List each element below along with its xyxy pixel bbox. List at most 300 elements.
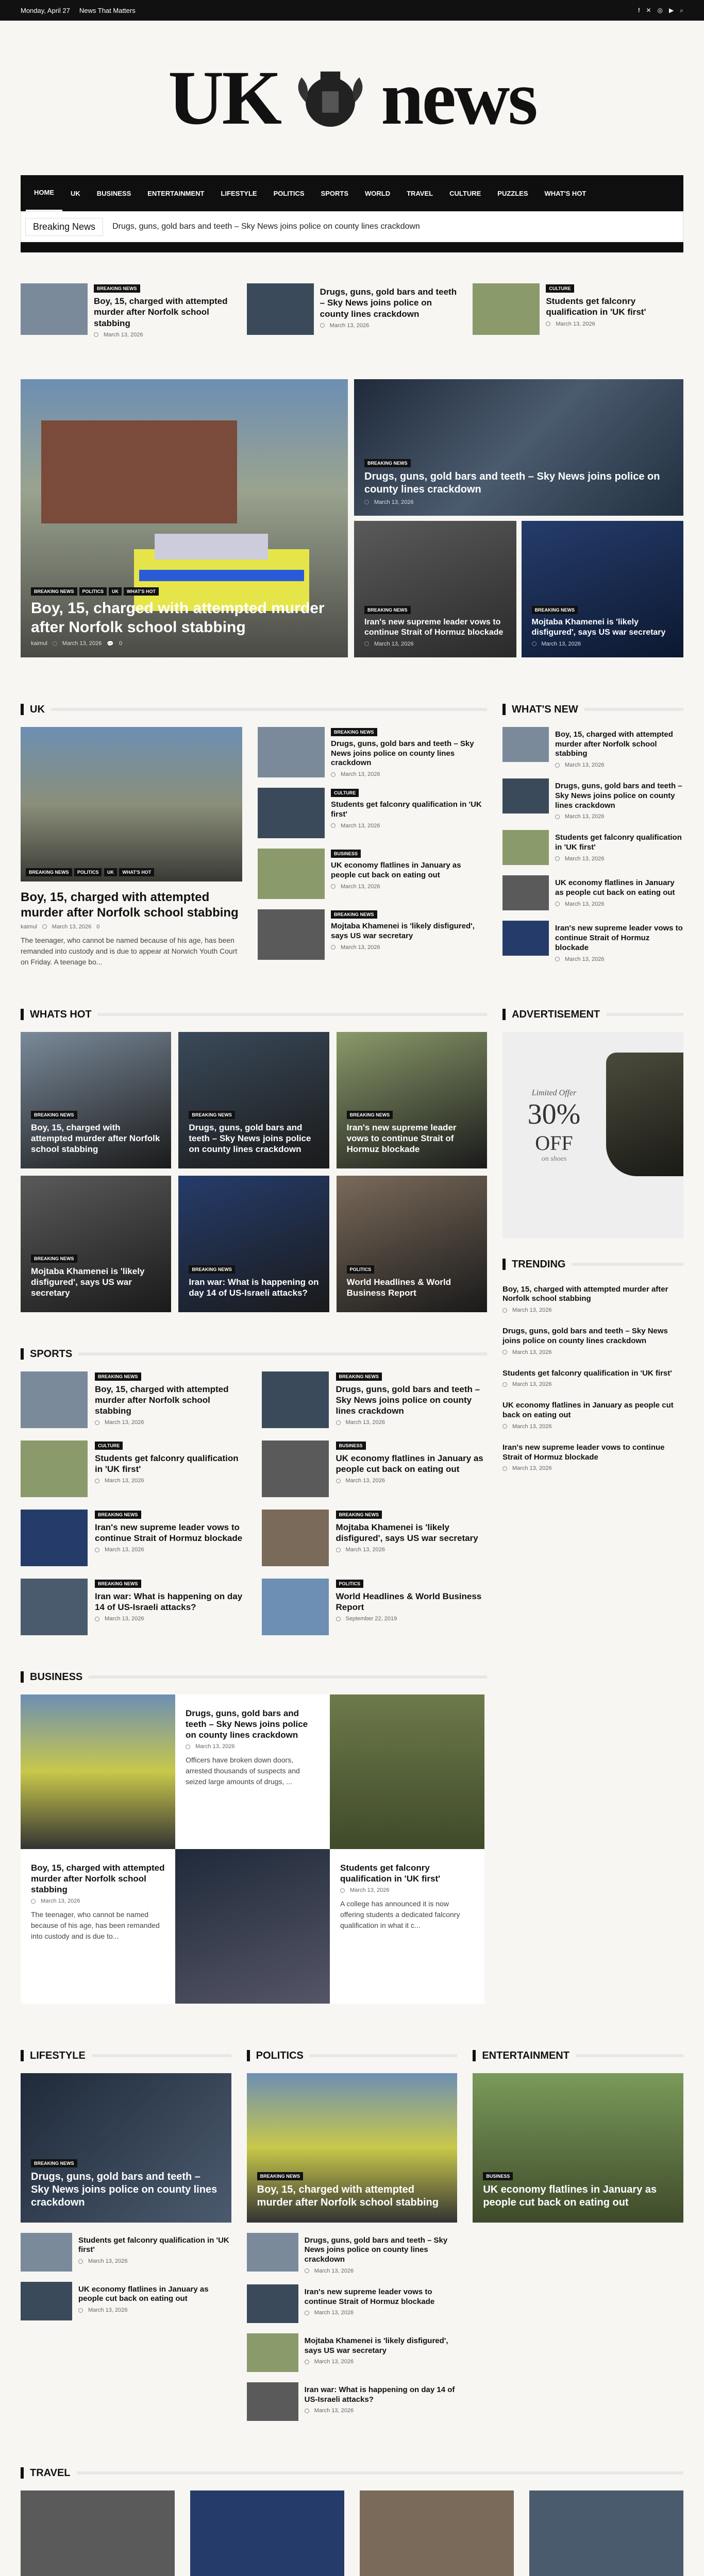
hot-title[interactable]: World Headlines & World Business Report [346, 1277, 451, 1298]
story-title[interactable]: Mojtaba Khamenei is 'likely disfigured', says US war secretary [304, 2336, 448, 2355]
date: March 13, 2026 [512, 1381, 552, 1388]
clock-icon [532, 641, 537, 646]
date: March 13, 2026 [565, 814, 605, 820]
hot-title[interactable]: Iran war: What is happening on day 14 of US-Israeli attacks? [189, 1277, 319, 1298]
date: March 13, 2026 [345, 1547, 385, 1553]
list-item[interactable] [502, 1324, 683, 1355]
story-title[interactable]: Students get falconry qualification in 'UK first' [502, 1368, 672, 1378]
business-image[interactable] [175, 1849, 330, 2004]
ad-offer: Limited Offer [531, 1088, 577, 1097]
story-card[interactable] [473, 283, 683, 338]
date: March 13, 2026 [565, 956, 605, 962]
story-thumbnail[interactable] [247, 283, 314, 335]
whats-new-section [502, 704, 683, 973]
facebook-icon[interactable]: f [638, 6, 640, 14]
uk-lead-title[interactable]: Boy, 15, charged with attempted murder after Norfolk school stabbing [21, 890, 239, 920]
clock-icon [502, 1308, 507, 1313]
hot-card[interactable] [337, 1176, 487, 1312]
badge[interactable]: BREAKING NEWS [31, 587, 77, 596]
date: March 13, 2026 [341, 944, 380, 951]
date: March 13, 2026 [195, 1743, 235, 1750]
badge[interactable]: BREAKING NEWS [94, 284, 140, 293]
story-card[interactable] [247, 283, 458, 338]
badge[interactable]: BREAKING NEWS [257, 2172, 304, 2180]
story-thumbnail[interactable] [502, 921, 549, 956]
nav-item[interactable]: PUZZLES [497, 189, 528, 197]
story-title[interactable]: Iran war: What is happening on day 14 of US-Israeli attacks? [304, 2385, 455, 2404]
hot-title[interactable]: Drugs, guns, gold bars and teeth – Sky News joins police on county lines crackdown [189, 1122, 311, 1155]
hot-card[interactable] [178, 1032, 329, 1168]
hot-card[interactable] [337, 1032, 487, 1168]
story-thumbnail[interactable] [258, 727, 325, 777]
ad-percent: 30% [527, 1098, 581, 1130]
badge[interactable]: WHAT'S HOT [119, 868, 154, 876]
badge[interactable]: BREAKING NEWS [347, 1111, 393, 1119]
badge[interactable]: BREAKING NEWS [364, 459, 411, 467]
clock-icon [546, 321, 550, 326]
badge[interactable]: UK [109, 587, 122, 596]
story-thumbnail[interactable] [258, 909, 325, 960]
date: March 13, 2026 [105, 1547, 144, 1553]
date: March 13, 2026 [314, 2267, 354, 2274]
sports-item[interactable] [21, 1579, 246, 1635]
section-title[interactable]: TRENDING [512, 1258, 566, 1270]
travel-card[interactable] [529, 2490, 683, 2576]
clock-icon [320, 323, 325, 328]
site-logo[interactable] [0, 21, 704, 175]
hero-grid [21, 379, 683, 657]
date: March 13, 2026 [88, 2258, 128, 2264]
business-card[interactable] [175, 1694, 330, 1849]
list-item[interactable] [502, 778, 683, 820]
badge[interactable]: BREAKING NEWS [95, 1511, 141, 1519]
excerpt: Officers have broken down doors, arrested thousands of suspects and seized large amounts of drugs, ... [186, 1756, 300, 1786]
date: March 13, 2026 [104, 331, 143, 338]
section-title[interactable]: TRAVEL [30, 2467, 71, 2479]
badge[interactable]: BREAKING NEWS [31, 2159, 77, 2167]
date: March 13, 2026 [88, 2307, 128, 2313]
ad-off: OFF [535, 1131, 573, 1155]
sports-item[interactable] [262, 1579, 488, 1635]
hot-title[interactable]: Boy, 15, charged with attempted murder after Norfolk school stabbing [31, 1122, 160, 1155]
badge[interactable]: BREAKING NEWS [331, 728, 377, 736]
badge[interactable]: WHAT'S HOT [124, 587, 159, 596]
sports-item[interactable] [262, 1510, 488, 1566]
story-title[interactable]: Students get falconry qualification in 'UK first' [78, 2235, 229, 2255]
story-title[interactable]: Iran's new supreme leader vows to continue Strait of Hormuz blockade [555, 924, 683, 952]
section-title[interactable]: SPORTS [30, 1348, 73, 1360]
hot-card[interactable] [21, 1032, 171, 1168]
story-title[interactable]: Students get falconry qualification in 'UK first' [546, 296, 646, 317]
story-thumbnail[interactable] [473, 283, 540, 335]
business-title[interactable]: Drugs, guns, gold bars and teeth – Sky News joins police on county lines crackdown [186, 1708, 308, 1740]
author-name[interactable]: kaimul [31, 640, 47, 647]
badge[interactable]: POLITICS [347, 1265, 375, 1274]
date: March 13, 2026 [565, 855, 605, 862]
story-title[interactable]: Drugs, guns, gold bars and teeth – Sky News joins police on county lines crackdown [331, 739, 474, 768]
uk-section [21, 704, 487, 973]
story-thumbnail[interactable] [360, 2490, 514, 2576]
date: March 13, 2026 [556, 320, 595, 327]
clock-icon [78, 2308, 83, 2313]
story-title[interactable]: Iran war: What is happening on day 14 of US-Israeli attacks? [95, 1591, 243, 1612]
sports-item[interactable] [262, 1440, 488, 1497]
story-title[interactable]: Iran's new supreme leader vows to continue Strait of Hormuz blockade [95, 1522, 243, 1543]
excerpt: The teenager, who cannot be named because of his age, has been remanded into custody and is due to appear at Norwich Youth Court on Friday. A teenage bo... [21, 936, 238, 966]
story-thumbnail[interactable] [529, 2490, 683, 2576]
date: March 13, 2026 [374, 640, 414, 647]
badge[interactable]: BREAKING NEWS [95, 1372, 141, 1381]
badge[interactable]: BREAKING NEWS [331, 910, 377, 919]
list-item[interactable] [247, 2333, 458, 2372]
date: March 13, 2026 [565, 762, 605, 768]
travel-card[interactable] [190, 2490, 344, 2576]
clock-icon [502, 1350, 507, 1354]
clock-icon [331, 772, 336, 777]
story-title[interactable]: UK economy flatlines in January as people cut back on eating out [502, 1401, 674, 1419]
story-thumbnail[interactable] [502, 830, 549, 865]
hero-s2-title[interactable]: Mojtaba Khamenei is 'likely disfigured', says US war secretary [531, 617, 666, 637]
social-links [638, 7, 683, 14]
date: March 13, 2026 [512, 1423, 552, 1430]
story-title[interactable]: Drugs, guns, gold bars and teeth – Sky News joins police on county lines crackdown [555, 782, 682, 810]
travel-card[interactable] [360, 2490, 514, 2576]
story-thumbnail[interactable] [21, 1440, 88, 1497]
sports-section [21, 1348, 487, 1635]
story-title[interactable]: Boy, 15, charged with attempted murder after Norfolk school stabbing [555, 730, 673, 758]
story-title[interactable]: Drugs, guns, gold bars and teeth – Sky News joins police on county lines crackdown [336, 1384, 480, 1416]
list-item[interactable] [502, 1366, 683, 1388]
date: March 13, 2026 [512, 1465, 552, 1472]
clock-icon [336, 1420, 341, 1425]
clock-icon [95, 1548, 99, 1552]
story-title[interactable]: Iran's new supreme leader vows to continue Strait of Hormuz blockade [502, 1443, 665, 1462]
date: March 13, 2026 [329, 322, 370, 329]
date: September 22, 2019 [345, 1616, 397, 1622]
list-item[interactable] [502, 921, 683, 962]
story-thumbnail[interactable] [262, 1579, 329, 1635]
lifestyle-section [21, 2050, 231, 2431]
comment-count: 0 [119, 640, 123, 647]
story-thumbnail[interactable] [21, 1579, 88, 1635]
story-thumbnail[interactable] [502, 727, 549, 762]
badge[interactable]: BREAKING NEWS [189, 1111, 235, 1119]
list-item[interactable] [247, 2233, 458, 2274]
list-item[interactable] [21, 2282, 231, 2320]
ad-sub: on shoes [541, 1155, 567, 1163]
clock-icon [336, 1479, 341, 1483]
story-title[interactable]: UK economy flatlines in January as people cut back on eating out [78, 2284, 209, 2303]
excerpt: A college has announced it is now offering students a dedicated falconry qualification in what it c... [340, 1900, 460, 1929]
clock-icon [42, 924, 47, 929]
list-item[interactable] [247, 2382, 458, 2421]
list-item[interactable] [247, 2284, 458, 2323]
business-title[interactable]: Boy, 15, charged with attempted murder after Norfolk school stabbing [31, 1862, 165, 1894]
entertainment-section [473, 2050, 683, 2431]
clock-icon [364, 500, 369, 504]
nav-item[interactable]: CULTURE [449, 189, 481, 197]
story-thumbnail[interactable] [258, 849, 325, 899]
list-item[interactable] [502, 875, 683, 910]
hero-wide-title[interactable]: Drugs, guns, gold bars and teeth – Sky News joins police on county lines crackdown [364, 470, 660, 495]
hot-card[interactable] [21, 1176, 171, 1312]
section-title: ADVERTISEMENT [512, 1008, 600, 1020]
badge[interactable]: POLITICS [79, 587, 107, 596]
list-item[interactable] [502, 1282, 683, 1314]
twitter-icon[interactable]: ✕ [646, 6, 651, 14]
nav-item[interactable]: HOME [26, 175, 62, 211]
story-title[interactable]: UK economy flatlines in January as people cut back on eating out [555, 878, 675, 897]
badge[interactable]: CULTURE [331, 789, 359, 797]
badge[interactable]: BREAKING NEWS [189, 1265, 235, 1274]
date: March 13, 2026 [41, 1898, 80, 1905]
nav-item[interactable]: WORLD [365, 189, 391, 197]
clock-icon [555, 856, 560, 861]
shoe-image [606, 1053, 683, 1176]
story-thumbnail[interactable] [21, 1371, 88, 1428]
date: March 13, 2026 [345, 1478, 385, 1484]
story-thumbnail[interactable] [247, 2233, 298, 2272]
business-card[interactable] [21, 1849, 175, 2004]
list-item[interactable] [258, 909, 487, 960]
travel-section [21, 2467, 683, 2576]
story-title[interactable]: UK economy flatlines in January as people cut back on eating out [331, 861, 461, 879]
story-title[interactable]: Boy, 15, charged with attempted murder after Norfolk school stabbing [94, 296, 228, 328]
clock-icon [555, 957, 560, 961]
excerpt: The teenager, who cannot be named because of his age, has been remanded into custody and is due to... [31, 1910, 160, 1941]
clock-icon [331, 945, 336, 950]
badge[interactable]: UK [104, 868, 117, 876]
travel-card[interactable] [21, 2490, 175, 2576]
story-thumbnail[interactable] [247, 2284, 298, 2323]
list-item[interactable] [502, 727, 683, 768]
story-title[interactable]: Iran's new supreme leader vows to continue Strait of Hormuz blockade [304, 2287, 435, 2306]
breaking-label: Breaking News [25, 218, 103, 236]
clock-icon [78, 2259, 83, 2264]
clock-icon [31, 1899, 36, 1904]
story-thumbnail[interactable] [21, 2490, 175, 2576]
clock-icon [502, 1382, 507, 1387]
sports-item[interactable] [262, 1371, 488, 1428]
date: March 13, 2026 [341, 883, 380, 890]
business-card[interactable] [330, 1849, 484, 2004]
politics-section [247, 2050, 458, 2431]
sports-item[interactable] [21, 1510, 246, 1566]
badge[interactable]: POLITICS [74, 868, 102, 876]
uk-lead-card[interactable] [21, 727, 242, 970]
story-thumbnail[interactable] [21, 2282, 72, 2320]
story-title[interactable]: UK economy flatlines in January as people cut back on eating out [336, 1453, 483, 1474]
hero-date: March 13, 2026 [62, 640, 102, 647]
story-card[interactable] [21, 283, 231, 338]
date: March 13, 2026 [314, 2408, 354, 2414]
story-thumbnail[interactable] [247, 2333, 298, 2372]
breaking-text[interactable]: Drugs, guns, gold bars and teeth – Sky News joins police on county lines crackdown [112, 222, 420, 231]
youtube-icon[interactable]: ▶ [669, 6, 674, 14]
section-title[interactable]: POLITICS [256, 2049, 304, 2061]
story-thumbnail[interactable] [21, 283, 88, 335]
badge[interactable]: BREAKING NEWS [31, 1255, 77, 1263]
date-label: Monday, April 27 [21, 6, 70, 14]
hero-small-card[interactable] [354, 521, 516, 657]
top-stories [21, 283, 683, 338]
clock-icon [331, 823, 336, 828]
story-title[interactable]: Boy, 15, charged with attempted murder after Norfolk school stabbing [502, 1284, 668, 1303]
lead-title[interactable]: UK economy flatlines in January as people cut back on eating out [483, 2183, 657, 2208]
search-icon[interactable]: ⌕ [680, 6, 683, 14]
badge[interactable]: BREAKING NEWS [336, 1372, 382, 1381]
author-name[interactable]: kaimul [21, 923, 37, 930]
badge[interactable]: BREAKING NEWS [26, 868, 72, 876]
business-section [21, 1671, 487, 2004]
story-thumbnail[interactable] [190, 2490, 344, 2576]
politics-lead[interactable] [247, 2073, 458, 2223]
section-title[interactable]: BUSINESS [30, 1671, 83, 1683]
nav-item[interactable]: BUSINESS [96, 189, 131, 197]
date: March 13, 2026 [52, 923, 92, 930]
section-title[interactable]: LIFESTYLE [30, 2049, 86, 2061]
advertisement-section [502, 1009, 683, 1238]
list-item[interactable] [502, 1398, 683, 1430]
story-title[interactable]: Students get falconry qualification in 'UK first' [555, 833, 682, 852]
clock-icon [336, 1617, 341, 1621]
clock-icon [95, 1617, 99, 1621]
story-title[interactable]: World Headlines & World Business Report [336, 1591, 482, 1612]
hot-title[interactable]: Iran's new supreme leader vows to continue Strait of Hormuz blockade [346, 1122, 457, 1155]
badge[interactable]: BREAKING NEWS [532, 606, 578, 614]
comment-icon: 💬 [107, 640, 114, 647]
entertainment-lead[interactable] [473, 2073, 683, 2223]
list-item[interactable] [502, 1440, 683, 1472]
comment-count: 0 [96, 923, 100, 930]
hot-title[interactable]: Mojtaba Khamenei is 'likely disfigured', says US war secretary [31, 1266, 145, 1298]
story-thumbnail[interactable] [21, 1510, 88, 1566]
date: March 13, 2026 [374, 499, 414, 505]
crest-icon [289, 57, 372, 139]
sports-item[interactable] [21, 1440, 246, 1497]
clock-icon [502, 1424, 507, 1429]
logo-left: UK [168, 55, 280, 141]
list-item[interactable] [258, 788, 487, 838]
lead-title[interactable]: Drugs, guns, gold bars and teeth – Sky News joins police on county lines crackdown [31, 2171, 217, 2208]
story-title[interactable]: Drugs, guns, gold bars and teeth – Sky News joins police on county lines crackdown [502, 1327, 668, 1345]
business-image[interactable] [330, 1694, 484, 1849]
story-thumbnail[interactable] [262, 1440, 329, 1497]
clock-icon [95, 1479, 99, 1483]
nav-item[interactable]: SPORTS [321, 189, 348, 197]
clock-icon [336, 1548, 341, 1552]
section-title[interactable]: ENTERTAINMENT [482, 2049, 569, 2061]
hot-card[interactable] [178, 1176, 329, 1312]
story-title[interactable]: Students get falconry qualification in 'UK first' [95, 1453, 239, 1474]
date: March 13, 2026 [512, 1349, 552, 1355]
story-thumbnail[interactable] [262, 1371, 329, 1428]
story-thumbnail[interactable] [258, 788, 325, 838]
main-nav [21, 175, 683, 211]
date: March 13, 2026 [105, 1419, 144, 1426]
nav-item[interactable]: UK [71, 189, 80, 197]
ad-banner[interactable] [502, 1032, 683, 1238]
lead-title[interactable]: Boy, 15, charged with attempted murder after Norfolk school stabbing [257, 2183, 439, 2208]
list-item[interactable] [502, 830, 683, 865]
breaking-ticker [21, 211, 683, 242]
date: March 13, 2026 [512, 1307, 552, 1313]
hero-small-card[interactable] [522, 521, 684, 657]
hero-s1-title[interactable]: Iran's new supreme leader vows to continue Strait of Hormuz blockade [364, 617, 504, 637]
clock-icon [95, 1420, 99, 1425]
badge[interactable]: POLITICS [336, 1580, 364, 1588]
story-title[interactable]: Mojtaba Khamenei is 'likely disfigured', says US war secretary [336, 1522, 478, 1543]
hero-wide-card[interactable] [354, 379, 683, 516]
badge[interactable]: BREAKING NEWS [95, 1580, 141, 1588]
clock-icon [364, 641, 369, 646]
business-image[interactable] [21, 1694, 175, 1849]
story-title[interactable]: Drugs, guns, gold bars and teeth – Sky News joins police on county lines crackdown [320, 287, 457, 319]
tagline-link[interactable]: News That Matters [79, 6, 136, 14]
story-thumbnail[interactable] [21, 2233, 72, 2272]
story-thumbnail[interactable] [262, 1510, 329, 1566]
badge[interactable]: BUSINESS [331, 850, 361, 858]
nav-item[interactable]: POLITICS [273, 189, 305, 197]
date: March 13, 2026 [565, 901, 605, 907]
date: March 13, 2026 [314, 2359, 354, 2365]
top-bar [0, 0, 704, 21]
section-title[interactable]: WHATS HOT [30, 1008, 92, 1020]
list-item[interactable] [21, 2233, 231, 2272]
logo-right: news [381, 55, 536, 141]
clock-icon [502, 1466, 507, 1471]
section-title[interactable]: UK [30, 703, 45, 715]
clock-icon [305, 2268, 309, 2273]
nav-item[interactable]: WHAT'S HOT [544, 189, 586, 197]
lifestyle-lead[interactable] [21, 2073, 231, 2223]
badge[interactable]: BUSINESS [483, 2172, 513, 2180]
list-item[interactable] [258, 727, 487, 777]
badge[interactable]: BREAKING NEWS [31, 1111, 77, 1119]
clock-icon [305, 2311, 309, 2315]
badge[interactable]: CULTURE [546, 284, 574, 293]
business-title[interactable]: Students get falconry qualification in 'UK first' [340, 1862, 441, 1884]
clock-icon [555, 902, 560, 906]
hero-main-card[interactable] [21, 379, 348, 657]
story-thumbnail[interactable] [502, 778, 549, 814]
story-title[interactable]: Students get falconry qualification in 'UK first' [331, 800, 482, 819]
instagram-icon[interactable]: ◎ [657, 6, 663, 14]
badge[interactable]: BREAKING NEWS [336, 1511, 382, 1519]
story-thumbnail[interactable] [247, 2382, 298, 2421]
story-title[interactable]: Boy, 15, charged with attempted murder after Norfolk school stabbing [95, 1384, 229, 1416]
story-title[interactable]: Mojtaba Khamenei is 'likely disfigured', says US war secretary [331, 922, 475, 940]
nav-item[interactable]: LIFESTYLE [221, 189, 257, 197]
badge[interactable]: BREAKING NEWS [364, 606, 411, 614]
section-title[interactable]: WHAT'S NEW [512, 703, 578, 715]
clock-icon [555, 815, 560, 819]
clock-icon [305, 2409, 309, 2413]
list-item[interactable] [258, 849, 487, 899]
story-thumbnail[interactable] [502, 875, 549, 910]
clock-icon [186, 1744, 190, 1749]
nav-item[interactable]: ENTERTAINMENT [147, 189, 205, 197]
hero-title[interactable]: Boy, 15, charged with attempted murder after Norfolk school stabbing [31, 599, 325, 636]
badge[interactable]: CULTURE [95, 1442, 123, 1450]
sports-item[interactable] [21, 1371, 246, 1428]
story-title[interactable]: Drugs, guns, gold bars and teeth – Sky News joins police on county lines crackdown [304, 2235, 448, 2264]
clock-icon [555, 763, 560, 768]
clock-icon [94, 332, 98, 337]
date: March 13, 2026 [105, 1478, 144, 1484]
badge[interactable]: BUSINESS [336, 1442, 366, 1450]
nav-item[interactable]: TRAVEL [407, 189, 433, 197]
